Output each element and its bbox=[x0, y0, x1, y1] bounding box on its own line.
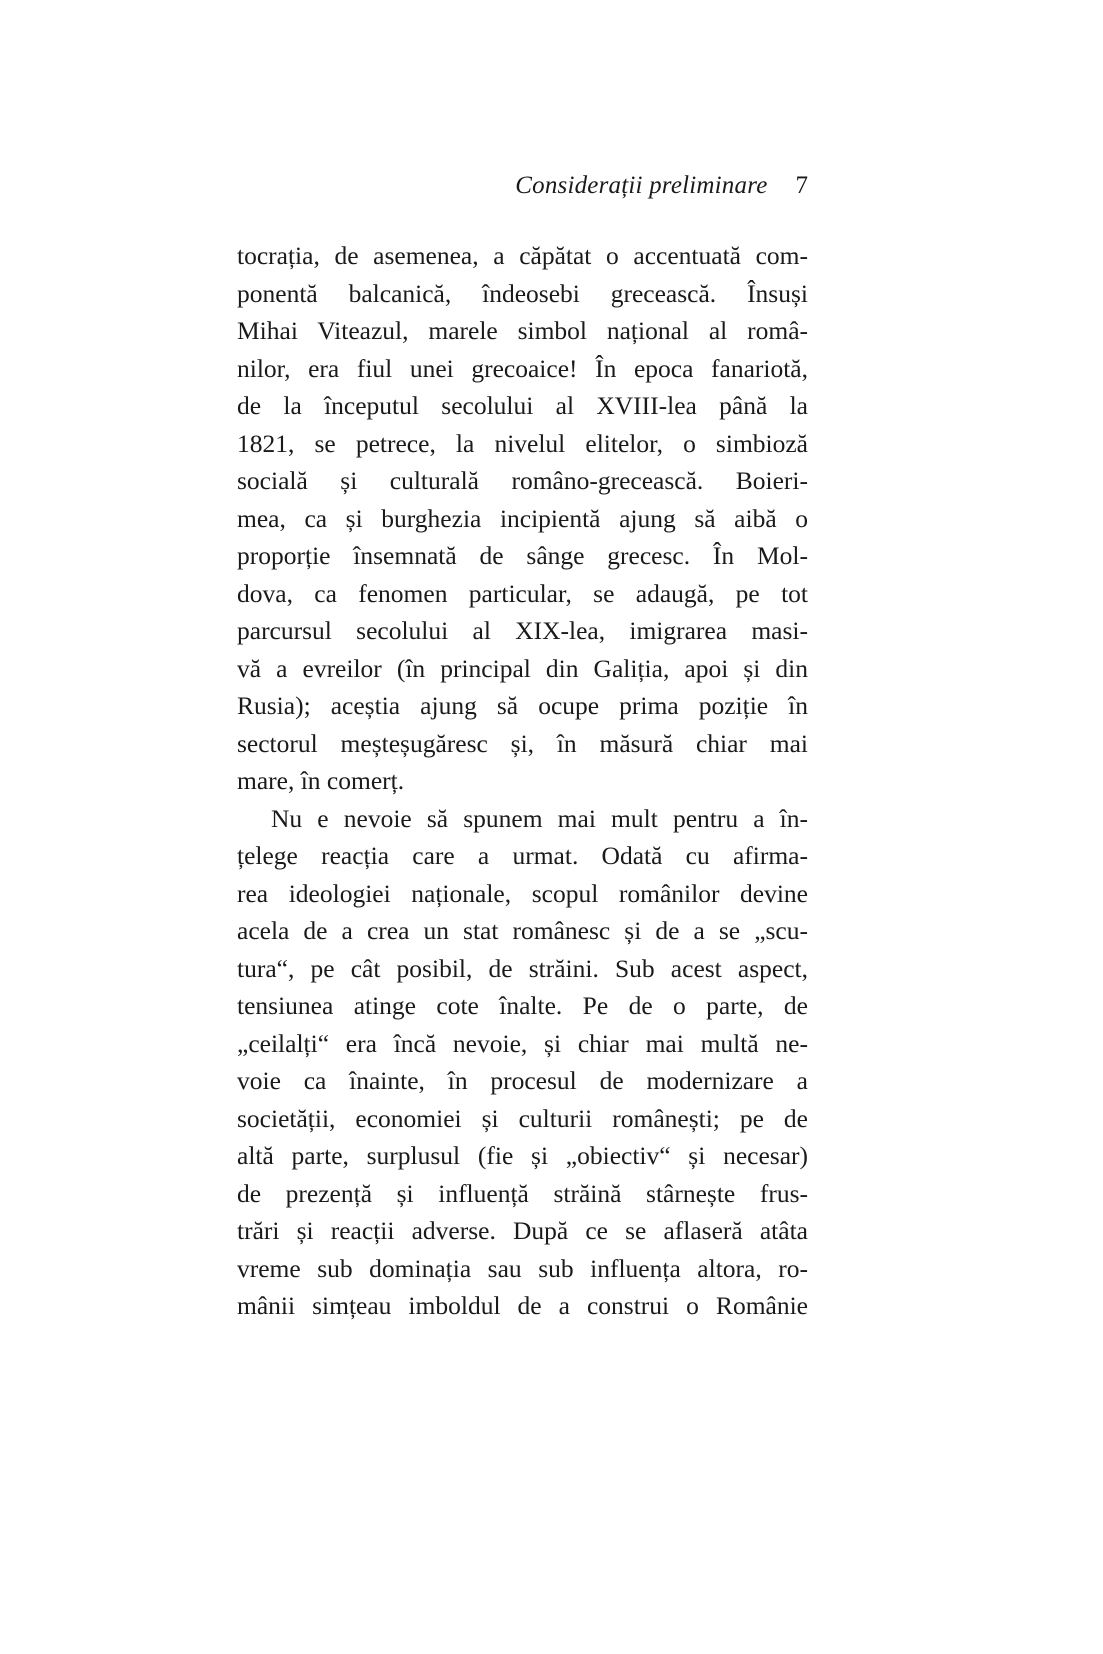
text-line: tocrația, de asemenea, a căpătat o accentuată com- bbox=[237, 241, 808, 270]
text-line: mare, în comerț. bbox=[237, 766, 405, 795]
text-line: sectorul meșteșugăresc și, în măsură chiar mai bbox=[237, 728, 808, 758]
text-line: vreme sub dominația sau sub influența altora, ro- bbox=[237, 1253, 808, 1283]
text-line: tensiunea atinge cote înalte. Pe de o parte, de bbox=[237, 991, 808, 1020]
body-text bbox=[237, 237, 808, 1325]
text-line: țelege reacția care a urmat. Odată cu afirma- bbox=[237, 841, 808, 870]
text-line: vă a evreilor (în principal din Galiția, apoi și din bbox=[237, 653, 808, 683]
text-line: proporție însemnată de sânge grecesc. În Mol- bbox=[237, 541, 808, 570]
text-line: societății, economiei și culturii românești; pe de bbox=[237, 1103, 808, 1133]
running-header bbox=[237, 172, 808, 200]
text-line: Nu e nevoie să spunem mai mult pentru a în- bbox=[271, 803, 808, 833]
text-line: 1821, se petrece, la nivelul elitelor, o simbioză bbox=[237, 428, 808, 458]
text-line: mea, ca și burghezia incipientă ajung să aibă o bbox=[237, 503, 808, 533]
text-line: de prezență și influență străină stârnește frus- bbox=[237, 1178, 808, 1208]
text-line: Mihai Viteazul, marele simbol național al româ- bbox=[237, 316, 808, 345]
text-line: dova, ca fenomen particular, se adaugă, pe tot bbox=[237, 578, 808, 608]
text-line: trări și reacții adverse. După ce se aflaseră atâta bbox=[237, 1216, 808, 1245]
text-line: voie ca înainte, în procesul de modernizare a bbox=[237, 1066, 808, 1095]
running-title: Considerații preliminare bbox=[515, 172, 768, 199]
text-line: altă parte, surplusul (fie și „obiectiv“ și necesar) bbox=[237, 1141, 808, 1170]
text-line: mânii simțeau imboldul de a construi o Românie bbox=[237, 1291, 808, 1320]
paragraph bbox=[237, 800, 808, 1325]
text-line: acela de a crea un stat românesc și de a se „scu- bbox=[237, 916, 808, 945]
text-line: Rusia); aceștia ajung să ocupe prima poziție în bbox=[237, 691, 808, 720]
text-line: nilor, era fiul unei grecoaice! În epoca fanariotă, bbox=[237, 353, 808, 383]
text-line: ponentă balcanică, îndeosebi grecească. Însuși bbox=[237, 278, 808, 308]
paragraph bbox=[237, 237, 808, 800]
text-line: socială și culturală româno-grecească. Boieri- bbox=[237, 466, 808, 495]
text-line: „ceilalți“ era încă nevoie, și chiar mai multă ne- bbox=[237, 1028, 808, 1058]
text-line: parcursul secolului al XIX-lea, imigrarea masi- bbox=[237, 616, 808, 645]
text-line: de la începutul secolului al XVIII-lea până la bbox=[237, 391, 808, 420]
text-line: tura“, pe cât posibil, de străini. Sub acest aspect, bbox=[237, 953, 808, 983]
text-line: rea ideologiei naționale, scopul românilor devine bbox=[237, 878, 808, 908]
page-number: 7 bbox=[795, 172, 808, 199]
